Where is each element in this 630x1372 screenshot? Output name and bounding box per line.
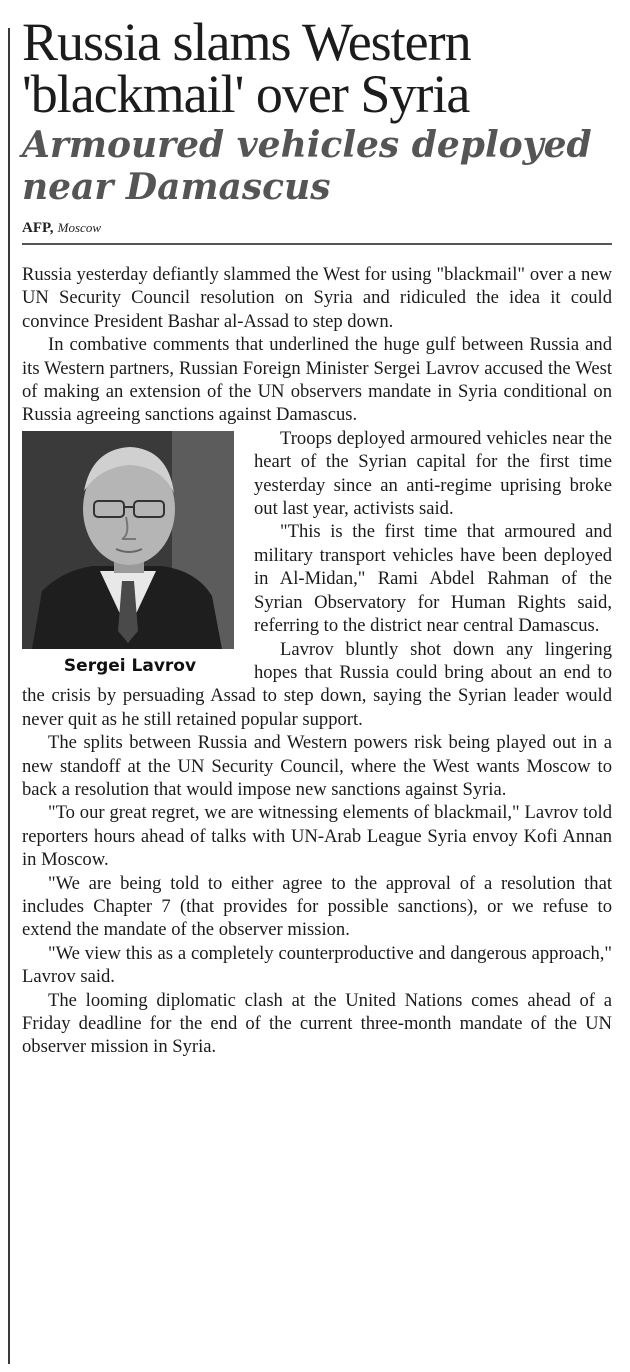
paragraph: Troops deployed armoured vehicles near the heart of the Syrian capital for the first time yesterday since an anti-regime uprising broke out last year, activists said. bbox=[254, 427, 612, 520]
paragraph: In combative comments that underlined the huge gulf between Russia and its Western partners, Russian Foreign Minister Sergei Lavrov accused the West of making an extension of the UN observers mandate in Syria conditional on Russia agreeing sanctions against Damascus. bbox=[22, 334, 612, 426]
portrait-photo bbox=[22, 431, 234, 649]
article-body bbox=[22, 263, 612, 1059]
paragraph: "To our great regret, we are witnessing elements of blackmail," Lavrov told reporters hours ahead of talks with UN-Arab League Syria envoy Kofi Annan in Moscow. bbox=[22, 802, 612, 871]
byline-source: AFP, bbox=[22, 220, 54, 236]
byline-location: Moscow bbox=[57, 220, 102, 235]
article bbox=[22, 12, 612, 1059]
paragraph: Lavrov bluntly shot down any lingering hopes that Russia could bring about an end to the crisis by persuading Assad to step down, saying the Syrian leader would never quit as he still retained popular support. bbox=[22, 638, 612, 730]
photo-caption: Sergei Lavrov bbox=[63, 655, 197, 676]
headline: Russia slams Western 'blackmail' over Syria bbox=[22, 12, 471, 124]
subheadline: Armoured vehicles deployed near Damascus bbox=[22, 124, 592, 208]
photo-figure bbox=[22, 431, 238, 677]
paragraph: Russia yesterday defiantly slammed the West for using "blackmail" over a new UN Security Council resolution on Syria and ridiculed the idea it could convince President Bashar al-Assad to step down. bbox=[22, 264, 612, 332]
paragraph: "This is the first time that armoured and military transport vehicles have been deployed in Al-Midan," Rami Abdel Rahman of the Syrian Observatory for Human Rights said, referring to the district near central Damascus. bbox=[254, 521, 612, 637]
paragraph: "We view this as a completely counterproductive and dangerous approach," Lavrov said. bbox=[22, 942, 612, 988]
paragraph: The looming diplomatic clash at the United Nations comes ahead of a Friday deadline for the end of the current three-month mandate of the UN observer mission in Syria. bbox=[22, 989, 612, 1058]
column-rule bbox=[8, 28, 10, 1364]
paragraph: The splits between Russia and Western powers risk being played out in a new standoff at the UN Security Council, where the West wants Moscow to back a resolution that would impose new sanctions against Syria. bbox=[22, 732, 612, 800]
byline bbox=[22, 220, 612, 245]
paragraph: "We are being told to either agree to the approval of a resolution that includes Chapter 7 (that provides for possible sanctions), or we refuse to extend the mandate of the observer mission. bbox=[22, 872, 612, 941]
